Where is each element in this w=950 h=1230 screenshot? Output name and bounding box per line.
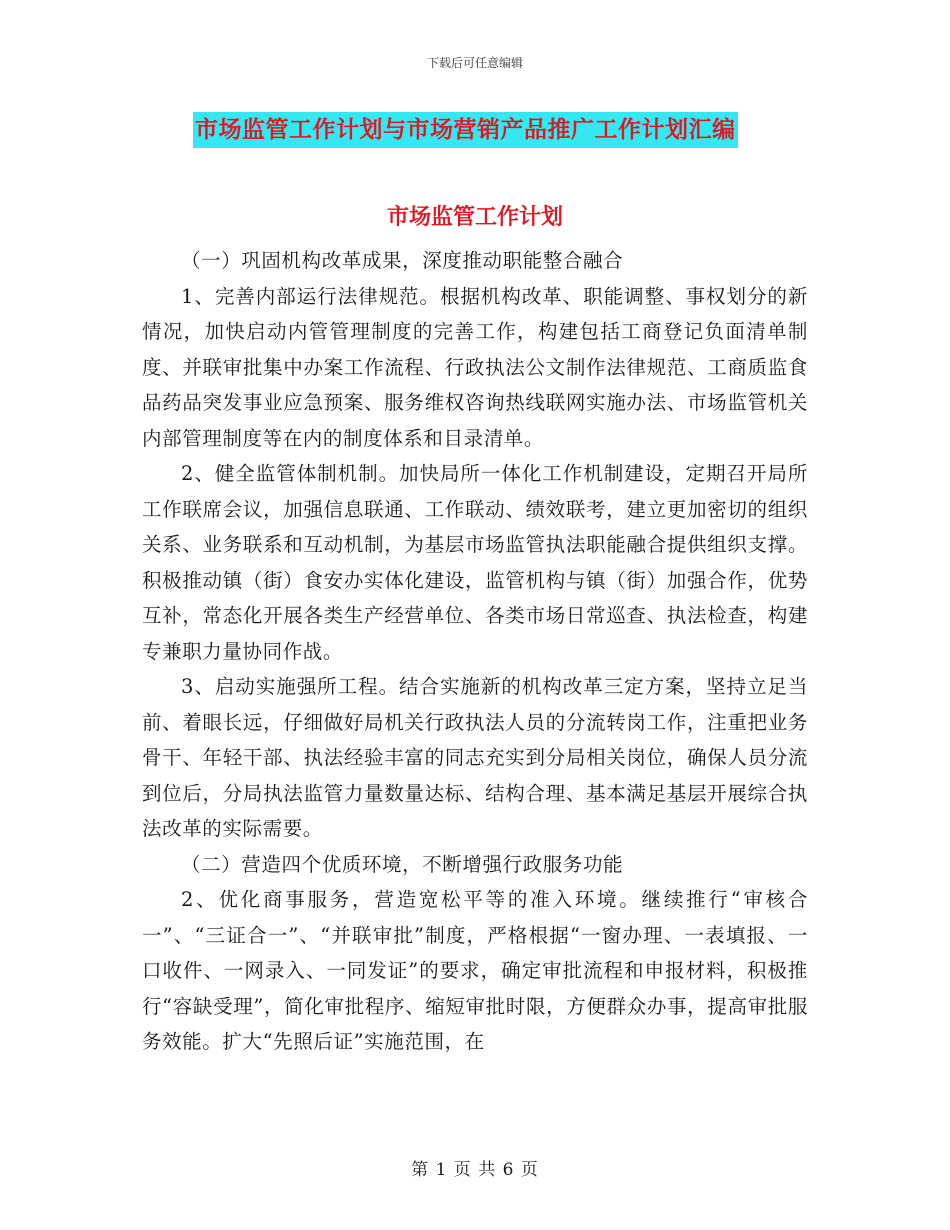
document-body (142, 243, 808, 1060)
paragraph-3: 3、启动实施强所工程。结合实施新的机构改革三定方案，坚持立足当前、着眼长远，仔细做好局机关行政执法人员的分流转岗工作，注重把业务骨干、年轻干部、执法经验丰富的同志充实到分局相关岗位，确保人员分流到位后，分局执法监管力量数量达标、结构合理、基本满足基层开展综合执法改革的实际需要。 (142, 675, 808, 840)
document-title: 市场监管工作计划与市场营销产品推广工作计划汇编 (193, 112, 738, 148)
paragraph-4: 2、优化商事服务，营造宽松平等的准入环境。继续推行“审核合一”、“三证合一”、“并联审批”制度，严格根据“一窗办理、一表填报、一口收件、一网录入、一同发证”的要求，确定审批流程和申报材料，积极推行“容缺受理”，简化审批程序、缩短审批时限，方便群众办事，提高审批服务效能。扩大“先照后证”实施范围，在 (142, 888, 808, 1053)
paragraph-1: 1、完善内部运行法律规范。根据机构改革、职能调整、事权划分的新情况，加快启动内管管理制度的完善工作，构建包括工商登记负面清单制度、并联审批集中办案工作流程、行政执法公文制作法律规范、工商质监食品药品突发事业应急预案、服务维权咨询热线联网实施办法、市场监管机关内部管理制度等在内的制度体系和目录清单。 (142, 284, 808, 450)
page-footer: 第 1 页 共 6 页 (411, 1160, 539, 1180)
subheading-1: （一）巩固机构改革成果，深度推动职能整合融合 (181, 249, 624, 272)
paragraph-2: 2、健全监管体制机制。加快局所一体化工作机制建设，定期召开局所工作联席会议，加强信息联通、工作联动、绩效联考，建立更加密切的组织关系、业务联系和互动机制，为基层市场监管执法职能融合提供组织支撑。积极推动镇（街）食安办实体化建设，监管机构与镇（街）加强合作，优势互补，常态化开展各类生产经营单位、各类市场日常巡查、执法检查，构建专兼职力量协同作战。 (142, 462, 808, 663)
page-header-note: 下载后可任意编辑 (426, 56, 523, 70)
subheading-2: （二）营造四个优质环境，不断增强行政服务功能 (181, 852, 624, 876)
section-title: 市场监管工作计划 (386, 204, 563, 230)
